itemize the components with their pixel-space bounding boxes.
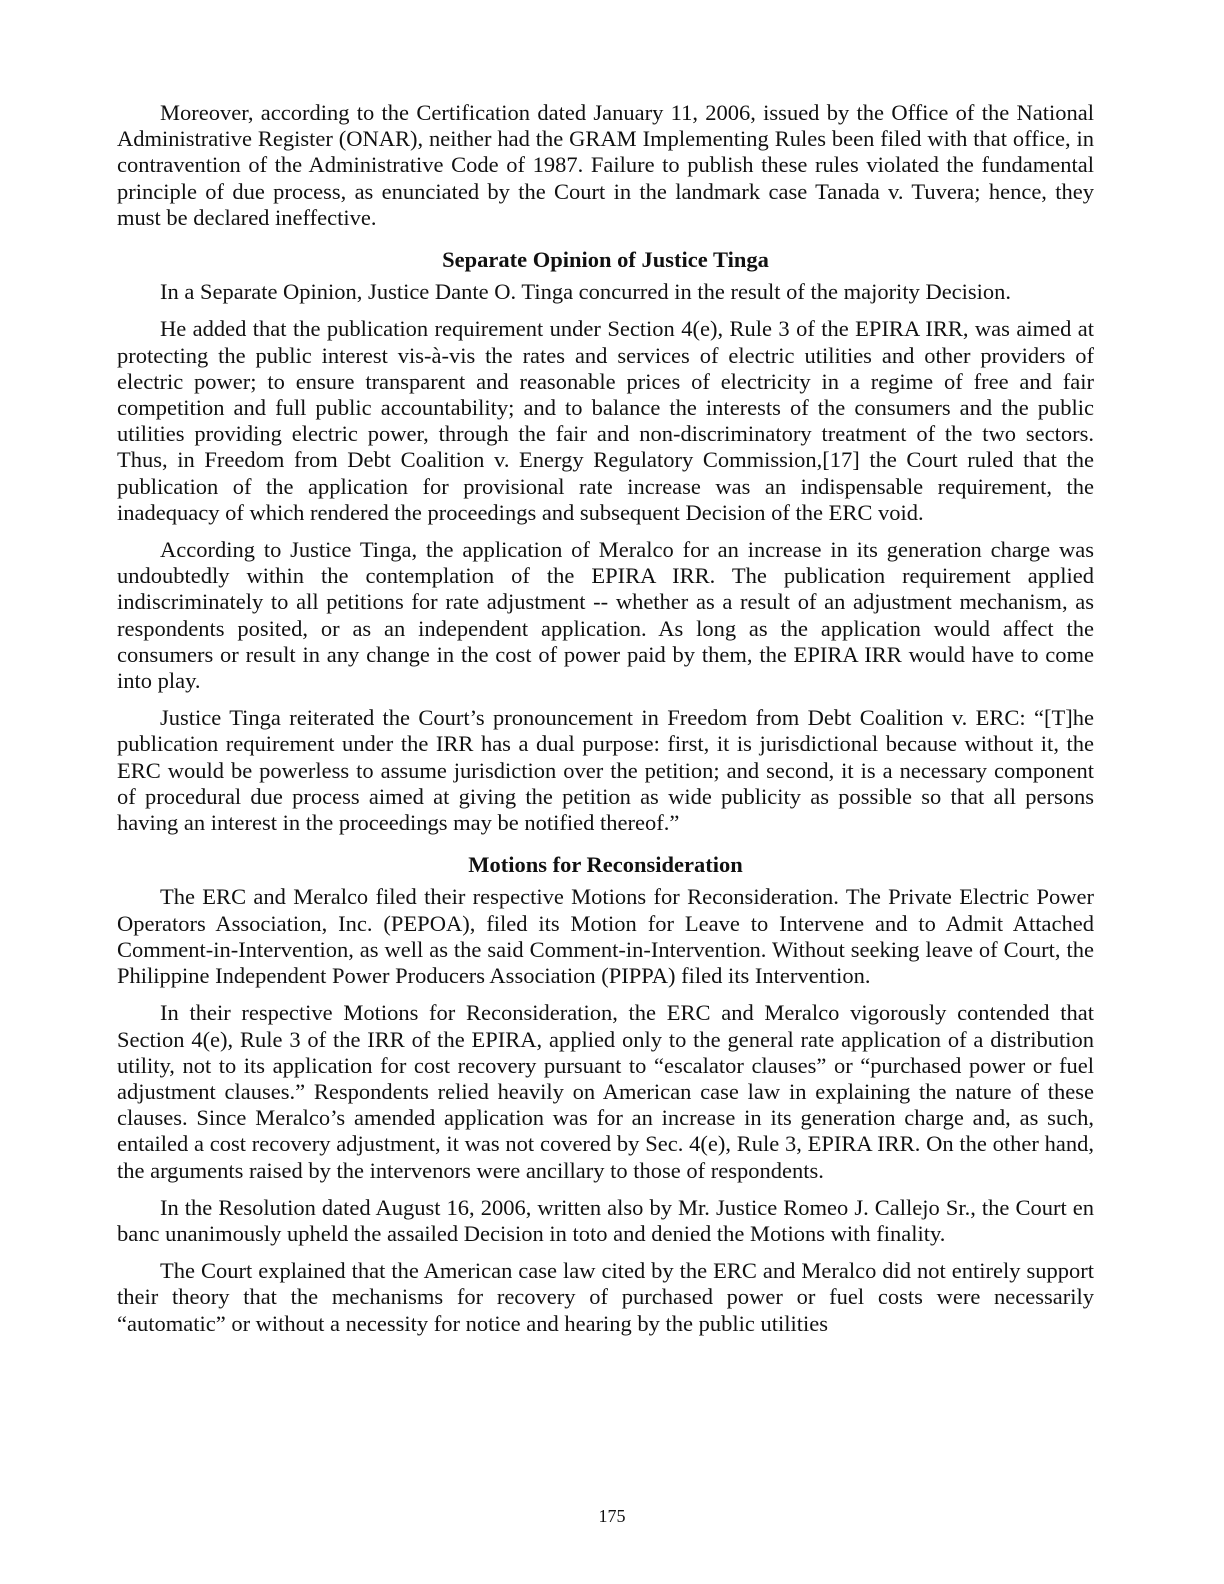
page-number: 175 xyxy=(598,1506,626,1526)
paragraph: Moreover, according to the Certification dated January 11, 2006, issued by the Office of the National Administrative Register (ONAR), neither had the GRAM Implementing Rules been filed with that office, in contravention of the Administrative Code of 1987. Failure to publish these rules violated the fundamental principle of due process, as enunciated by the Court in the landmark case Tanada v. Tuvera; hence, they must be declared ineffective. xyxy=(117,100,1094,230)
paragraph: According to Justice Tinga, the application of Meralco for an increase in its generation charge was undoubtedly within the contemplation of the EPIRA IRR. The publication requirement applied indiscriminately to all petitions for rate adjustment -- whether as a result of an adjustment mechanism, as respondents posited, or as an independent application. As long as the application would affect the consumers or result in any change in the cost of power paid by them, the EPIRA IRR would have to come into play. xyxy=(117,537,1094,694)
section-heading: Separate Opinion of Justice Tinga xyxy=(442,247,769,273)
paragraph: In their respective Motions for Reconsideration, the ERC and Meralco vigorously contended that Section 4(e), Rule 3 of the IRR of the EPIRA, applied only to the general rate application of a distribution utility, not to its application for cost recovery pursuant to “escalator clauses” or “purchased power or fuel adjustment clauses.” Respondents relied heavily on American case law in explaining the nature of these clauses. Since Meralco’s amended application was for an increase in its generation charge and, as such, entailed a cost recovery adjustment, it was not covered by Sec. 4(e), Rule 3, EPIRA IRR. On the other hand, the arguments raised by the intervenors were ancillary to those of respondents. xyxy=(117,1000,1094,1183)
paragraph: In the Resolution dated August 16, 2006, written also by Mr. Justice Romeo J. Callejo Sr., the Court en banc unanimously upheld the assailed Decision in toto and denied the Motions with finality. xyxy=(117,1194,1094,1246)
paragraph: In a Separate Opinion, Justice Dante O. Tinga concurred in the result of the majority Decision. xyxy=(160,279,1012,305)
paragraph: He added that the publication requirement under Section 4(e), Rule 3 of the EPIRA IRR, was aimed at protecting the public interest vis-à-vis the rates and services of electric utilities and other providers of electric power; to ensure transparent and reasonable prices of electricity in a regime of free and fair competition and full public accountability; and to balance the interests of the consumers and the public utilities providing electric power, through the fair and non-discriminatory treatment of the two sectors. Thus, in Freedom from Debt Coalition v. Energy Regulatory Commission,[17] the Court ruled that the publication of the application for provisional rate increase was an indispensable requirement, the inadequacy of which rendered the proceedings and subsequent Decision of the ERC void. xyxy=(117,316,1094,525)
paragraph: The ERC and Meralco filed their respective Motions for Reconsideration. The Private Electric Power Operators Association, Inc. (PEPOA), filed its Motion for Leave to Intervene and to Admit Attached Comment-in-Intervention, as well as the said Comment-in-Intervention. Without seeking leave of Court, the Philippine Independent Power Producers Association (PIPPA) filed its Intervention. xyxy=(117,884,1094,989)
section-heading: Motions for Reconsideration xyxy=(468,852,743,878)
paragraph: The Court explained that the American case law cited by the ERC and Meralco did not entirely support their theory that the mechanisms for recovery of purchased power or fuel costs were necessarily “automatic” or without a necessity for notice and hearing by the public utilities xyxy=(117,1258,1094,1336)
paragraph: Justice Tinga reiterated the Court’s pronouncement in Freedom from Debt Coalition v. ERC: “[T]he publication requirement under the IRR has a dual purpose: first, it is jurisdictional because without it, the ERC would be powerless to assume jurisdiction over the petition; and second, it is a necessary component of procedural due process aimed at giving the petition as wide publicity as possible so that all persons having an interest in the proceedings may be notified thereof.” xyxy=(117,705,1094,836)
document-body xyxy=(117,100,1094,1348)
